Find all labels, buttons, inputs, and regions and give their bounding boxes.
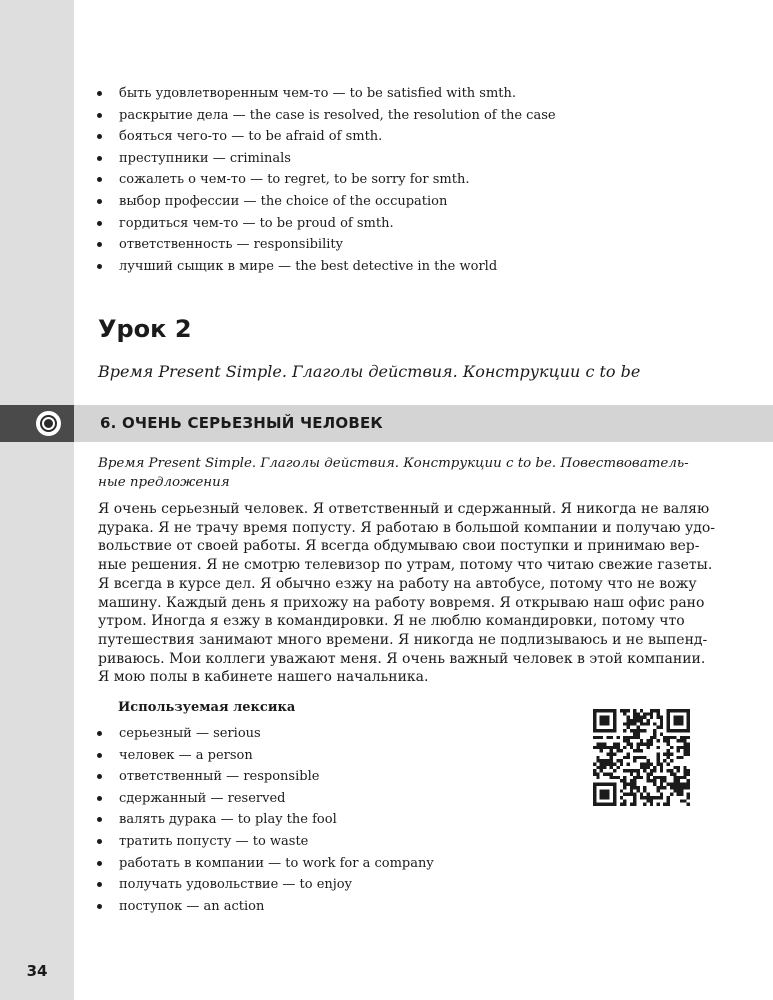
bullet-dot <box>97 839 102 844</box>
list-item <box>97 853 434 875</box>
bullet-dot <box>97 177 102 182</box>
list-item-text: ответственность — responsibility <box>119 237 343 253</box>
list-item <box>97 213 556 235</box>
list-item-text: быть удовлетворенным чем-то — to be satisfied with smth. <box>119 86 517 101</box>
bullet-dot <box>97 199 102 204</box>
list-item-text: преступники — criminals <box>119 150 291 166</box>
topic-line: ные предложения <box>98 475 230 490</box>
section-header-bar <box>0 405 773 442</box>
list-item <box>97 766 434 788</box>
list-item <box>97 874 434 896</box>
list-item-text: получать удовольствие — to enjoy <box>119 877 352 893</box>
body-line: путешествия занимают много времени. Я никогда не подлизываюсь и не выпенд- <box>98 631 708 648</box>
section-body-text <box>98 500 716 687</box>
list-item <box>97 126 556 148</box>
list-item-text: тратить попусту — to waste <box>119 833 309 849</box>
list-item-text: валять дурака — to play the fool <box>119 812 337 828</box>
list-item <box>97 256 556 278</box>
bullet-dot <box>97 264 102 269</box>
bullet-dot <box>97 753 102 758</box>
bullet-dot <box>97 796 102 801</box>
topic-line: Время Present Simple. Глаголы действия. Конструкции с to be. Повествователь- <box>98 456 689 471</box>
list-item-text: человек — a person <box>119 747 253 763</box>
body-line: Я очень серьезный человек. Я ответственный и сдержанный. Я никогда не валяю <box>98 501 710 517</box>
section-badge <box>0 405 74 442</box>
bullet-dot <box>97 861 102 866</box>
vocabulary-heading: Используемая лексика <box>118 700 296 715</box>
bullet-dot <box>97 91 102 96</box>
body-line: утром. Иногда я езжу в командировки. Я не люблю командировки, потому что <box>98 613 685 630</box>
section-title: 6. ОЧЕНЬ СЕРЬЕЗНЫЙ ЧЕЛОВЕК <box>100 414 383 432</box>
body-line: машину. Каждый день я прихожу на работу вовремя. Я открываю наш офис рано <box>98 594 705 611</box>
list-item-text: бояться чего-то — to be afraid of smth. <box>119 129 383 145</box>
list-item-text: выбор профессии — the choice of the occupation <box>119 193 448 209</box>
qr-code-icon[interactable] <box>593 709 690 806</box>
section-vocabulary-list <box>97 723 434 917</box>
list-item <box>97 169 556 191</box>
list-item <box>97 788 434 810</box>
list-item <box>97 234 556 256</box>
bullet-dot <box>97 134 102 139</box>
body-line: Я всегда в курсе дел. Я обычно езжу на работу на автобусе, потому что не вожу <box>98 575 697 592</box>
bullet-dot <box>97 242 102 247</box>
list-item <box>97 191 556 213</box>
bullet-dot <box>97 817 102 822</box>
bullet-dot <box>97 731 102 736</box>
list-item <box>97 148 556 170</box>
list-item <box>97 105 556 127</box>
list-item-text: ответственный — responsible <box>119 769 320 785</box>
list-item-text: гордиться чем-то — to be proud of smth. <box>119 215 394 231</box>
page-margin-strip <box>0 0 74 1000</box>
bullet-dot <box>97 156 102 161</box>
list-item <box>97 831 434 853</box>
list-item <box>97 809 434 831</box>
page-number: 34 <box>26 962 48 980</box>
top-vocabulary-list <box>97 83 556 277</box>
bullet-dot <box>97 882 102 887</box>
body-line: Я мою полы в кабинете нашего начальника. <box>98 669 429 686</box>
bullet-dot <box>97 221 102 226</box>
list-item <box>97 896 434 918</box>
list-item-text: сдержанный — reserved <box>119 790 286 806</box>
lesson-subtitle: Время Present Simple. Глаголы действия. Конструкции с to be <box>98 362 641 381</box>
lesson-title: Урок 2 <box>98 315 192 343</box>
list-item-text: сожалеть о чем-то — to regret, to be sorry for smth. <box>119 172 470 188</box>
list-item-text: поступок — an action <box>119 898 265 914</box>
body-line: вольствие от своей работы. Я всегда обдумываю свои поступки и принимаю вер- <box>98 538 700 555</box>
body-line: дурака. Я не трачу время попусту. Я работаю в большой компании и получаю удо- <box>98 519 716 536</box>
list-item <box>97 83 556 105</box>
target-circle-icon <box>36 411 61 436</box>
list-item-text: серьезный — serious <box>119 726 261 741</box>
section-topic <box>98 454 698 492</box>
list-item-text: раскрытие дела — the case is resolved, the resolution of the case <box>119 107 556 123</box>
list-item <box>97 745 434 767</box>
bullet-dot <box>97 774 102 779</box>
bullet-dot <box>97 113 102 118</box>
body-line: риваюсь. Мои коллеги уважают меня. Я очень важный человек в этой компании. <box>98 650 706 667</box>
body-line: ные решения. Я не смотрю телевизор по утрам, потому что читаю свежие газеты. <box>98 557 713 574</box>
list-item-text: работать в компании — to work for a company <box>119 855 434 871</box>
bullet-dot <box>97 904 102 909</box>
list-item <box>97 723 434 745</box>
list-item-text: лучший сыщик в мире — the best detective in the world <box>119 258 498 274</box>
